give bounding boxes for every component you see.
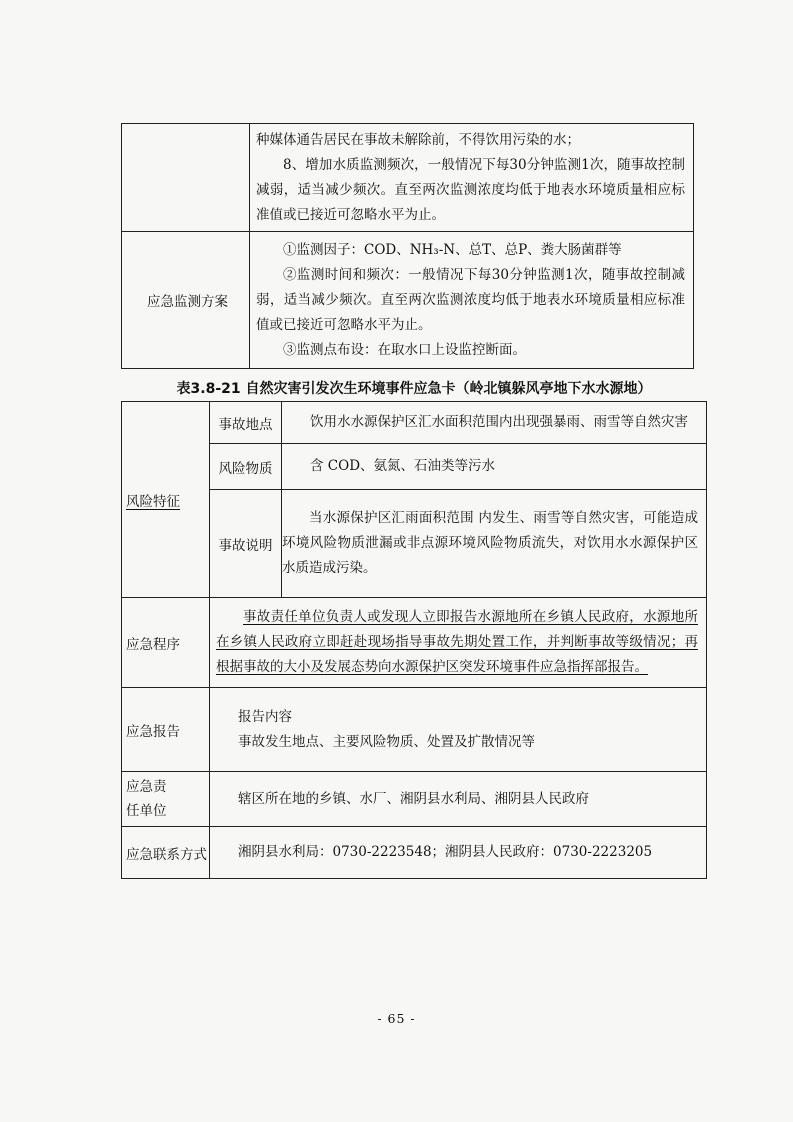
measures-line: 8、增加水质监测频次，一般情况下每30分钟监测1次，随事故控制减弱，适当减少频次。直至两次监测浓度均低于地表水环境质量相应标准值或已接近可忽略水平为止。 xyxy=(256,156,685,223)
contact-value: 湘阴县水利局：0730-2223548；湘阴县人民政府：0730-2223205 xyxy=(210,827,707,879)
emergency-plan-table-continued xyxy=(121,123,694,369)
table-row xyxy=(122,124,694,232)
risk-substance-label: 风险物质 xyxy=(210,444,282,490)
table-row xyxy=(122,688,707,772)
empty-label-cell xyxy=(122,124,250,232)
report-value xyxy=(210,688,707,772)
monitoring-line: ②监测时间和频次：一般情况下每30分钟监测1次，随事故控制减弱，适当减少频次。直至两次监测浓度均低于地表水环境质量相应标准值或已接近可忽略水平为止。 xyxy=(256,266,685,333)
report-label: 应急报告 xyxy=(122,688,210,772)
table-row xyxy=(122,490,707,598)
page-number: - 65 - xyxy=(377,1011,416,1026)
risk-substance-value: 含 COD、氨氮、石油类等污水 xyxy=(282,444,707,490)
procedure-value: 事故责任单位负责人或发现人立即报告水源地所在乡镇人民政府，水源地所在乡镇人民政府立即赶赴现场指导事故先期处置工作，并判断事故等级情况；再根据事故的大小及发展态势向水源保护区突发环境事件应急指挥部报告。 xyxy=(210,598,707,688)
table-row xyxy=(122,444,707,490)
accident-desc-value: 当水源保护区汇雨面积范围 内发生、雨雪等自然灾害，可能造成环境风险物质泄漏或非点源环境风险物质流失，对饮用水水源保护区水质造成污染。 xyxy=(282,490,707,598)
accident-desc-label: 事故说明 xyxy=(210,490,282,598)
monitoring-plan-label: 应急监测方案 xyxy=(122,232,250,369)
table-row xyxy=(122,402,707,444)
measures-line: 种媒体通告居民在事故未解除前，不得饮用污染的水； xyxy=(256,131,580,148)
risk-characteristics-label: 风险特征 xyxy=(122,402,210,598)
responsible-value: 辖区所在地的乡镇、水厂、湘阴县水利局、湘阴县人民政府 xyxy=(210,772,707,827)
accident-location-value: 饮用水水源保护区汇水面积范围内出现强暴雨、雨雪等自然灾害 xyxy=(282,402,707,444)
table-caption: 表3.8-21 自然灾害引发次生环境事件应急卡（岭北镇躲风亭地下水水源地） xyxy=(176,381,652,397)
measures-cell xyxy=(250,124,694,232)
monitoring-line: ①监测因子：COD、NH₃-N、总T、总P、粪大肠菌群等 xyxy=(283,241,622,258)
contact-label: 应急联系方式 xyxy=(122,827,210,879)
procedure-label: 应急程序 xyxy=(122,598,210,688)
monitoring-line: ③监测点布设：在取水口上设监控断面。 xyxy=(283,341,526,358)
table-row xyxy=(122,598,707,688)
report-content: 事故发生地点、主要风险物质、处置及扩散情况等 xyxy=(238,733,535,750)
report-title: 报告内容 xyxy=(238,708,292,725)
table-row xyxy=(122,827,707,879)
accident-location-label: 事故地点 xyxy=(210,402,282,444)
emergency-card-table xyxy=(121,401,707,879)
responsible-label: 应急责 任单位 xyxy=(122,772,210,827)
table-row xyxy=(122,232,694,369)
table-row xyxy=(122,772,707,827)
monitoring-plan-cell xyxy=(250,232,694,369)
